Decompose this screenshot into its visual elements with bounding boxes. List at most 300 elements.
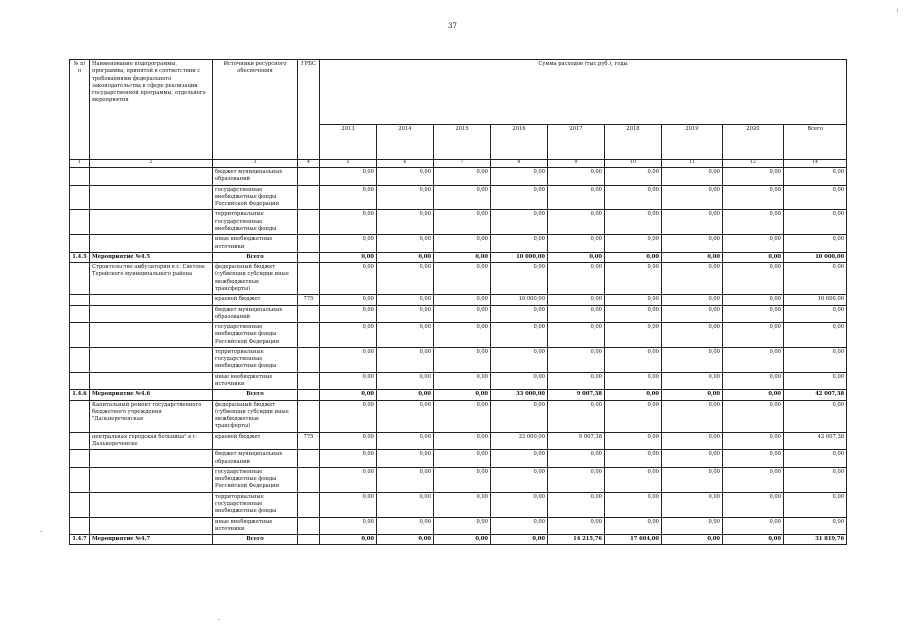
- table-row: [70, 185, 847, 210]
- row-year-value: 0,00: [320, 492, 377, 517]
- table-row: [70, 492, 847, 517]
- corner-mark: 1: [895, 8, 899, 14]
- row-grbs: [298, 467, 320, 492]
- row-year-value: 0,00: [320, 305, 377, 323]
- row-number: 1.4.5: [70, 252, 90, 262]
- row-year-value: 0,00: [605, 372, 662, 390]
- row-number: [70, 295, 90, 305]
- row-program-name: [90, 295, 213, 305]
- row-year-value: 0,00: [320, 347, 377, 372]
- row-year-value: 0,00: [320, 263, 377, 295]
- row-number: [70, 450, 90, 468]
- header-year: 2019: [662, 125, 723, 160]
- row-year-value: 0,00: [434, 305, 491, 323]
- row-year-value: 0,00: [723, 467, 784, 492]
- row-number: [70, 305, 90, 323]
- column-number: 4: [298, 160, 320, 168]
- row-year-value: 0,00: [662, 535, 723, 545]
- row-program-name: [90, 467, 213, 492]
- row-total-value: 31 819,76: [784, 535, 847, 545]
- row-year-value: 0,00: [377, 467, 434, 492]
- table-body: [70, 168, 847, 545]
- row-total-value: 0,00: [784, 467, 847, 492]
- row-funding-source: территориальные государственные внебюджетные фонды: [213, 210, 298, 235]
- row-funding-source: государственные внебюджетные фонды Российской Федерации: [213, 323, 298, 348]
- row-program-name: Строительство амбулатории в с. Светлое Терейского муниципального района: [90, 263, 213, 295]
- row-year-value: 0,00: [723, 263, 784, 295]
- row-year-value: 0,00: [320, 295, 377, 305]
- row-year-value: 0,00: [434, 295, 491, 305]
- row-year-value: 0,00: [662, 168, 723, 186]
- row-year-value: 0,00: [548, 323, 605, 348]
- row-program-name: [90, 517, 213, 535]
- row-year-value: 0,00: [434, 347, 491, 372]
- row-year-value: 0,00: [662, 432, 723, 450]
- header-funding-source: Источники ресурсного обеспечения: [213, 60, 298, 160]
- row-year-value: 0,00: [377, 492, 434, 517]
- row-year-value: 0,00: [723, 252, 784, 262]
- row-year-value: 0,00: [605, 235, 662, 253]
- row-funding-source: государственные внебюджетные фонды Российской Федерации: [213, 467, 298, 492]
- row-year-value: 0,00: [605, 263, 662, 295]
- row-number: 1.4.6: [70, 390, 90, 400]
- row-year-value: 0,00: [377, 305, 434, 323]
- table-row: [70, 305, 847, 323]
- row-grbs: [298, 305, 320, 323]
- row-number: [70, 492, 90, 517]
- row-grbs: [298, 235, 320, 253]
- row-year-value: 0,00: [548, 252, 605, 262]
- row-year-value: 0,00: [605, 185, 662, 210]
- row-program-name: [90, 235, 213, 253]
- row-number: 1.4.7: [70, 535, 90, 545]
- row-year-value: 0,00: [605, 467, 662, 492]
- row-program-name: [90, 185, 213, 210]
- row-year-value: 0,00: [605, 210, 662, 235]
- row-grbs: 775: [298, 295, 320, 305]
- row-year-value: 0,00: [491, 210, 548, 235]
- row-year-value: 0,00: [320, 535, 377, 545]
- row-year-value: 0,00: [723, 305, 784, 323]
- row-year-value: 0,00: [377, 372, 434, 390]
- row-year-value: 0,00: [662, 210, 723, 235]
- expenses-table: [69, 59, 847, 545]
- table-row: [70, 210, 847, 235]
- table-row-total: [70, 390, 847, 400]
- row-funding-source: бюджет муниципальных образований: [213, 168, 298, 186]
- row-program-name: [90, 210, 213, 235]
- row-year-value: 10 000,00: [491, 295, 548, 305]
- column-number: 11: [662, 160, 723, 168]
- row-year-value: 0,00: [605, 492, 662, 517]
- column-number: 5: [320, 160, 377, 168]
- column-number-row: [70, 160, 847, 168]
- column-number: 7: [434, 160, 491, 168]
- row-year-value: 0,00: [320, 400, 377, 432]
- row-program-name: [90, 372, 213, 390]
- row-year-value: 0,00: [434, 263, 491, 295]
- row-year-value: 0,00: [434, 492, 491, 517]
- row-year-value: 0,00: [434, 210, 491, 235]
- row-year-value: 0,00: [548, 400, 605, 432]
- row-funding-source: государственные внебюджетные фонды Российской Федерации: [213, 185, 298, 210]
- header-year: 2017: [548, 125, 605, 160]
- row-year-value: 0,00: [434, 467, 491, 492]
- row-year-value: 0,00: [320, 390, 377, 400]
- row-grbs: 775: [298, 432, 320, 450]
- table-row: [70, 168, 847, 186]
- row-year-value: 0,00: [377, 390, 434, 400]
- row-total-value: 0,00: [784, 323, 847, 348]
- row-year-value: 0,00: [723, 432, 784, 450]
- row-year-value: 0,00: [434, 323, 491, 348]
- row-year-value: 0,00: [548, 517, 605, 535]
- row-number: [70, 347, 90, 372]
- row-year-value: 0,00: [377, 400, 434, 432]
- column-number: 6: [377, 160, 434, 168]
- row-year-value: 0,00: [434, 372, 491, 390]
- row-year-value: 0,00: [434, 450, 491, 468]
- row-total-value: 0,00: [784, 400, 847, 432]
- row-grbs: [298, 400, 320, 432]
- row-year-value: 0,00: [491, 535, 548, 545]
- row-year-value: 0,00: [548, 372, 605, 390]
- row-year-value: 0,00: [605, 295, 662, 305]
- row-year-value: 0,00: [320, 252, 377, 262]
- row-year-value: 0,00: [377, 210, 434, 235]
- row-funding-source: краевой бюджет: [213, 432, 298, 450]
- row-year-value: 0,00: [723, 347, 784, 372]
- row-year-value: 0,00: [662, 263, 723, 295]
- row-number: [70, 517, 90, 535]
- row-grbs: [298, 347, 320, 372]
- row-funding-source: бюджет муниципальных образований: [213, 450, 298, 468]
- row-year-value: 0,00: [723, 295, 784, 305]
- row-funding-source: территориальные государственные внебюджетные фонды: [213, 347, 298, 372]
- row-grbs: [298, 323, 320, 348]
- row-year-value: 0,00: [662, 450, 723, 468]
- row-program-name: [90, 347, 213, 372]
- header-year: 2015: [434, 125, 491, 160]
- row-year-value: 0,00: [491, 168, 548, 186]
- row-year-value: 0,00: [320, 323, 377, 348]
- row-number: [70, 168, 90, 186]
- row-year-value: 33 000,00: [491, 390, 548, 400]
- row-year-value: 0,00: [723, 168, 784, 186]
- row-year-value: 0,00: [320, 467, 377, 492]
- row-year-value: 0,00: [434, 535, 491, 545]
- table-row: [70, 432, 847, 450]
- row-year-value: 17 604,00: [605, 535, 662, 545]
- row-total-value: 0,00: [784, 305, 847, 323]
- row-year-value: 0,00: [434, 517, 491, 535]
- row-grbs: [298, 535, 320, 545]
- row-program-name: центральная городская больница" в г. Дальнереченске: [90, 432, 213, 450]
- row-year-value: 0,00: [320, 168, 377, 186]
- row-year-value: 0,00: [605, 450, 662, 468]
- row-year-value: 0,00: [491, 517, 548, 535]
- row-number: [70, 372, 90, 390]
- row-year-value: 0,00: [434, 185, 491, 210]
- row-funding-source: иные внебюджетные источники: [213, 235, 298, 253]
- row-funding-source: иные внебюджетные источники: [213, 517, 298, 535]
- row-year-value: 0,00: [605, 305, 662, 323]
- row-grbs: [298, 185, 320, 210]
- row-program-name: [90, 323, 213, 348]
- row-year-value: 0,00: [723, 235, 784, 253]
- column-number: 8: [491, 160, 548, 168]
- column-number: 12: [723, 160, 784, 168]
- header-number: № п/п: [70, 60, 90, 160]
- row-year-value: 0,00: [377, 323, 434, 348]
- row-funding-source: Всего: [213, 390, 298, 400]
- header-grbs: ГРБС: [298, 60, 320, 160]
- column-number: 2: [90, 160, 213, 168]
- table-row-total: [70, 535, 847, 545]
- row-year-value: 0,00: [377, 168, 434, 186]
- row-funding-source: краевой бюджет: [213, 295, 298, 305]
- row-funding-source: бюджет муниципальных образований: [213, 305, 298, 323]
- row-year-value: 0,00: [662, 492, 723, 517]
- row-year-value: 9 007,38: [548, 390, 605, 400]
- row-total-value: 0,00: [784, 517, 847, 535]
- row-year-value: 0,00: [605, 347, 662, 372]
- row-year-value: 0,00: [662, 390, 723, 400]
- row-year-value: 0,00: [662, 517, 723, 535]
- row-year-value: 0,00: [723, 390, 784, 400]
- stray-mark: .: [218, 615, 220, 622]
- row-number: [70, 210, 90, 235]
- row-number: [70, 400, 90, 432]
- row-year-value: 9 007,38: [548, 432, 605, 450]
- stray-mark: -: [40, 528, 43, 535]
- row-year-value: 0,00: [491, 492, 548, 517]
- row-year-value: 0,00: [723, 517, 784, 535]
- row-grbs: [298, 252, 320, 262]
- row-year-value: 0,00: [723, 323, 784, 348]
- row-number: [70, 235, 90, 253]
- row-number: [70, 263, 90, 295]
- row-total-value: 0,00: [784, 263, 847, 295]
- row-year-value: 0,00: [491, 372, 548, 390]
- row-total-value: 0,00: [784, 347, 847, 372]
- row-number: [70, 467, 90, 492]
- column-number: 14: [784, 160, 847, 168]
- row-grbs: [298, 517, 320, 535]
- row-year-value: 0,00: [491, 450, 548, 468]
- column-number: 3: [213, 160, 298, 168]
- row-year-value: 0,00: [605, 168, 662, 186]
- table-row: [70, 450, 847, 468]
- row-program-name: [90, 168, 213, 186]
- header-expense-sum: Сумма расходов (тыс.руб.), годы: [320, 60, 847, 125]
- row-total-value: 42 007,38: [784, 432, 847, 450]
- row-year-value: 0,00: [377, 432, 434, 450]
- row-total-value: 0,00: [784, 450, 847, 468]
- row-year-value: 0,00: [605, 323, 662, 348]
- row-grbs: [298, 263, 320, 295]
- row-year-value: 0,00: [723, 492, 784, 517]
- row-total-value: 10 000,00: [784, 295, 847, 305]
- row-funding-source: территориальные государственные внебюджетные фонды: [213, 492, 298, 517]
- table-row: [70, 263, 847, 295]
- row-year-value: 0,00: [548, 185, 605, 210]
- row-program-name: [90, 450, 213, 468]
- row-year-value: 0,00: [434, 390, 491, 400]
- row-grbs: [298, 492, 320, 517]
- header-program-name: Наименование подпрограммы, программы, принятой в соответствии с требованиями федерального законодательства в сфере реализации государственной программы, отдельного мероприятия: [90, 60, 213, 160]
- row-year-value: 0,00: [723, 400, 784, 432]
- table-row: [70, 235, 847, 253]
- table-row: [70, 467, 847, 492]
- row-year-value: 0,00: [377, 295, 434, 305]
- row-total-value: 0,00: [784, 492, 847, 517]
- header-year: 2014: [377, 125, 434, 160]
- row-year-value: 0,00: [377, 235, 434, 253]
- row-year-value: 0,00: [320, 185, 377, 210]
- row-total-value: 10 000,00: [784, 252, 847, 262]
- row-year-value: 0,00: [320, 235, 377, 253]
- row-year-value: 0,00: [662, 467, 723, 492]
- row-year-value: 0,00: [662, 305, 723, 323]
- row-year-value: 0,00: [320, 210, 377, 235]
- row-year-value: 0,00: [662, 372, 723, 390]
- row-year-value: 0,00: [548, 450, 605, 468]
- row-total-value: 0,00: [784, 235, 847, 253]
- row-year-value: 0,00: [548, 263, 605, 295]
- row-year-value: 0,00: [491, 305, 548, 323]
- row-year-value: 0,00: [491, 467, 548, 492]
- row-year-value: 10 000,00: [491, 252, 548, 262]
- row-year-value: 0,00: [548, 492, 605, 517]
- row-year-value: 0,00: [320, 432, 377, 450]
- row-grbs: [298, 168, 320, 186]
- row-year-value: 0,00: [548, 235, 605, 253]
- row-year-value: 0,00: [491, 185, 548, 210]
- row-total-value: 0,00: [784, 372, 847, 390]
- row-year-value: 0,00: [434, 168, 491, 186]
- row-year-value: 0,00: [662, 252, 723, 262]
- row-year-value: 0,00: [377, 263, 434, 295]
- row-year-value: 0,00: [320, 372, 377, 390]
- row-year-value: 0,00: [605, 390, 662, 400]
- row-year-value: 0,00: [377, 517, 434, 535]
- row-year-value: 0,00: [434, 432, 491, 450]
- row-year-value: 0,00: [723, 450, 784, 468]
- row-year-value: 0,00: [548, 467, 605, 492]
- row-grbs: [298, 390, 320, 400]
- row-year-value: 0,00: [491, 263, 548, 295]
- row-total-value: 42 007,38: [784, 390, 847, 400]
- row-year-value: 14 215,76: [548, 535, 605, 545]
- row-funding-source: Всего: [213, 252, 298, 262]
- header-year: 2020: [723, 125, 784, 160]
- row-year-value: 0,00: [548, 295, 605, 305]
- row-year-value: 0,00: [548, 305, 605, 323]
- row-funding-source: иные внебюджетные источники: [213, 372, 298, 390]
- header-total: Всего: [784, 125, 847, 160]
- table-row: [70, 400, 847, 432]
- header-year: 2018: [605, 125, 662, 160]
- row-year-value: 0,00: [548, 347, 605, 372]
- row-year-value: 0,00: [605, 252, 662, 262]
- row-year-value: 0,00: [662, 347, 723, 372]
- row-program-name: [90, 492, 213, 517]
- row-year-value: 0,00: [723, 372, 784, 390]
- column-number: 10: [605, 160, 662, 168]
- row-year-value: 0,00: [491, 323, 548, 348]
- row-year-value: 0,00: [605, 400, 662, 432]
- row-number: [70, 323, 90, 348]
- table-row: [70, 323, 847, 348]
- table-row: [70, 372, 847, 390]
- row-number: [70, 432, 90, 450]
- row-year-value: 0,00: [491, 235, 548, 253]
- table-row: [70, 347, 847, 372]
- row-year-value: 0,00: [434, 400, 491, 432]
- row-total-value: 0,00: [784, 210, 847, 235]
- row-year-value: 0,00: [605, 517, 662, 535]
- row-year-value: 0,00: [320, 450, 377, 468]
- header-year: 2016: [491, 125, 548, 160]
- table-row: [70, 295, 847, 305]
- row-year-value: 0,00: [662, 185, 723, 210]
- row-year-value: 0,00: [548, 168, 605, 186]
- row-funding-source: Всего: [213, 535, 298, 545]
- page-number: 37: [448, 22, 457, 30]
- row-number: [70, 185, 90, 210]
- column-number: 9: [548, 160, 605, 168]
- row-year-value: 0,00: [491, 347, 548, 372]
- row-year-value: 0,00: [434, 252, 491, 262]
- row-grbs: [298, 372, 320, 390]
- row-year-value: 0,00: [377, 535, 434, 545]
- row-year-value: 0,00: [377, 450, 434, 468]
- row-year-value: 0,00: [377, 347, 434, 372]
- row-program-name: Мероприятие №4.7: [90, 535, 213, 545]
- row-year-value: 0,00: [662, 323, 723, 348]
- row-program-name: Капитальный ремонт государственного бюджетного учреждения "Дальнереченская: [90, 400, 213, 432]
- table-row-total: [70, 252, 847, 262]
- row-year-value: 0,00: [320, 517, 377, 535]
- row-year-value: 0,00: [662, 400, 723, 432]
- row-total-value: 0,00: [784, 185, 847, 210]
- row-total-value: 0,00: [784, 168, 847, 186]
- row-year-value: 0,00: [377, 252, 434, 262]
- row-year-value: 0,00: [723, 210, 784, 235]
- row-year-value: 0,00: [377, 185, 434, 210]
- row-year-value: 0,00: [548, 210, 605, 235]
- row-grbs: [298, 450, 320, 468]
- row-program-name: [90, 305, 213, 323]
- row-year-value: 0,00: [662, 235, 723, 253]
- row-funding-source: федеральный бюджет (субвенции субсидии иные межбюджетные трансферты): [213, 263, 298, 295]
- row-year-value: 0,00: [605, 432, 662, 450]
- row-year-value: 33 000,00: [491, 432, 548, 450]
- row-grbs: [298, 210, 320, 235]
- row-funding-source: федеральный бюджет (субвенции субсидии иные межбюджетные трансферты): [213, 400, 298, 432]
- row-program-name: Мероприятие №4.6: [90, 390, 213, 400]
- header-year: 2013: [320, 125, 377, 160]
- row-year-value: 0,00: [434, 235, 491, 253]
- row-year-value: 0,00: [723, 535, 784, 545]
- row-program-name: Мероприятие №4.5: [90, 252, 213, 262]
- row-year-value: 0,00: [662, 295, 723, 305]
- row-year-value: 0,00: [723, 185, 784, 210]
- table-row: [70, 517, 847, 535]
- row-year-value: 0,00: [491, 400, 548, 432]
- column-number: 1: [70, 160, 90, 168]
